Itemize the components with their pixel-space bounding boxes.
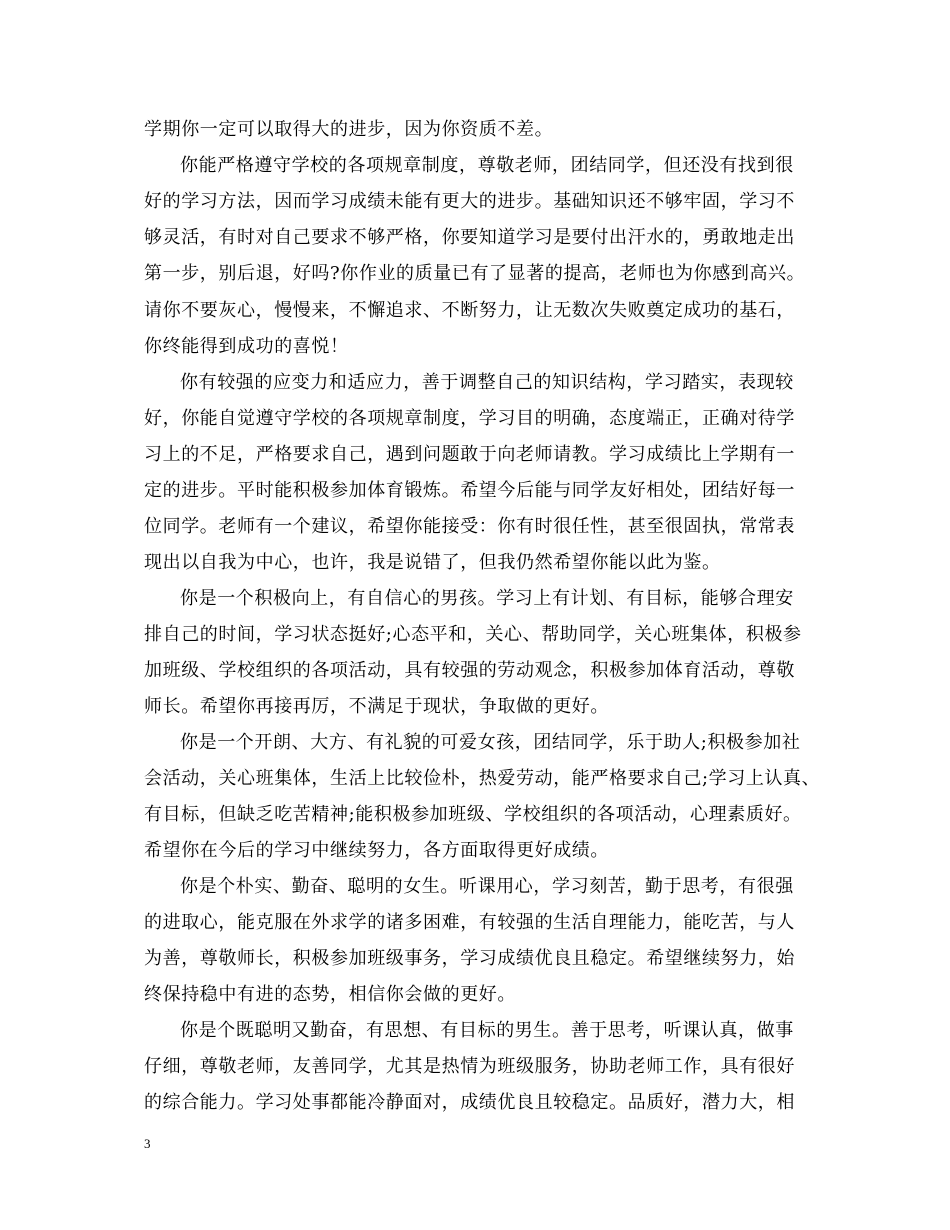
- paragraph-first-line: 你能严格遵守学校的各项规章制度，尊敬老师，团结同学，但还没有找到很: [180, 155, 794, 176]
- text-line: 仔细，尊敬老师，友善同学，尤其是热情为班级服务，协助老师工作，具有很好: [144, 1056, 795, 1077]
- paragraph-first-line: 你是一个开朗、大方、有礼貌的可爱女孩，团结同学，乐于助人;积极参加社: [180, 732, 801, 753]
- text-line: 你终能得到成功的喜悦！: [144, 336, 349, 357]
- text-line: 排自己的时间，学习状态挺好;心态平和，关心、帮助同学，关心班集体，积极参: [144, 624, 802, 645]
- text-line: 终保持稳中有进的态势，相信你会做的更好。: [144, 984, 516, 1005]
- text-line: 现出以自我为中心，也许，我是说错了，但我仍然希望你能以此为鉴。: [144, 552, 721, 573]
- text-line: 够灵活，有时对自己要求不够严格，你要知道学习是要付出汗水的，勇敢地走出: [144, 227, 795, 248]
- paragraph-first-line: 你是个朴实、勤奋、聪明的女生。听课用心，学习刻苦，勤于思考，有很强: [180, 876, 794, 897]
- text-line: 好，你能自觉遵守学校的各项规章制度，学习目的明确，态度端正，正确对待学: [144, 408, 795, 429]
- text-line: 希望你在今后的学习中继续努力，各方面取得更好成绩。: [144, 840, 609, 861]
- text-line: 加班级、学校组织的各项活动，具有较强的劳动观念，积极参加体育活动，尊敬: [144, 660, 795, 681]
- text-line: 的综合能力。学习处事都能冷静面对，成绩优良且较稳定。品质好，潜力大，相: [144, 1092, 795, 1113]
- text-line: 位同学。老师有一个建议，希望你能接受：你有时很任性，甚至很固执，常常表: [144, 516, 795, 537]
- text-line: 会活动，关心班集体，生活上比较俭朴，热爱劳动，能严格要求自己;学习上认真、: [144, 768, 821, 789]
- page-number: 3: [144, 1136, 151, 1151]
- text-line: 请你不要灰心，慢慢来，不懈追求、不断努力，让无数次失败奠定成功的基石，: [144, 300, 795, 321]
- paragraph-first-line: 你有较强的应变力和适应力，善于调整自己的知识结构，学习踏实，表现较: [180, 372, 794, 393]
- text-line: 习上的不足，严格要求自己，遇到问题敢于向老师请教。学习成绩比上学期有一: [144, 444, 795, 465]
- text-line: 的进取心，能克服在外求学的诸多困难，有较强的生活自理能力，能吃苦，与人: [144, 912, 795, 933]
- text-line: 师长。希望你再接再厉，不满足于现状，争取做的更好。: [144, 696, 609, 717]
- paragraph-first-line: 你是个既聪明又勤奋，有思想、有目标的男生。善于思考，听课认真，做事: [180, 1020, 794, 1041]
- text-line: 学期你一定可以取得大的进步，因为你资质不差。: [144, 119, 554, 140]
- text-line: 为善，尊敬师长，积极参加班级事务，学习成绩优良且稳定。希望继续努力，始: [144, 948, 795, 969]
- text-line: 好的学习方法，因而学习成绩未能有更大的进步。基础知识还不够牢固，学习不: [144, 191, 795, 212]
- text-line: 定的进步。平时能积极参加体育锻炼。希望今后能与同学友好相处，团结好每一: [144, 480, 795, 501]
- text-line: 有目标，但缺乏吃苦精神;能积极参加班级、学校组织的各项活动，心理素质好。: [144, 804, 802, 825]
- paragraph-first-line: 你是一个积极向上，有自信心的男孩。学习上有计划、有目标，能够合理安: [180, 588, 794, 609]
- text-line: 第一步，别后退，好吗?你作业的质量已有了显著的提高，老师也为你感到高兴。: [144, 263, 806, 284]
